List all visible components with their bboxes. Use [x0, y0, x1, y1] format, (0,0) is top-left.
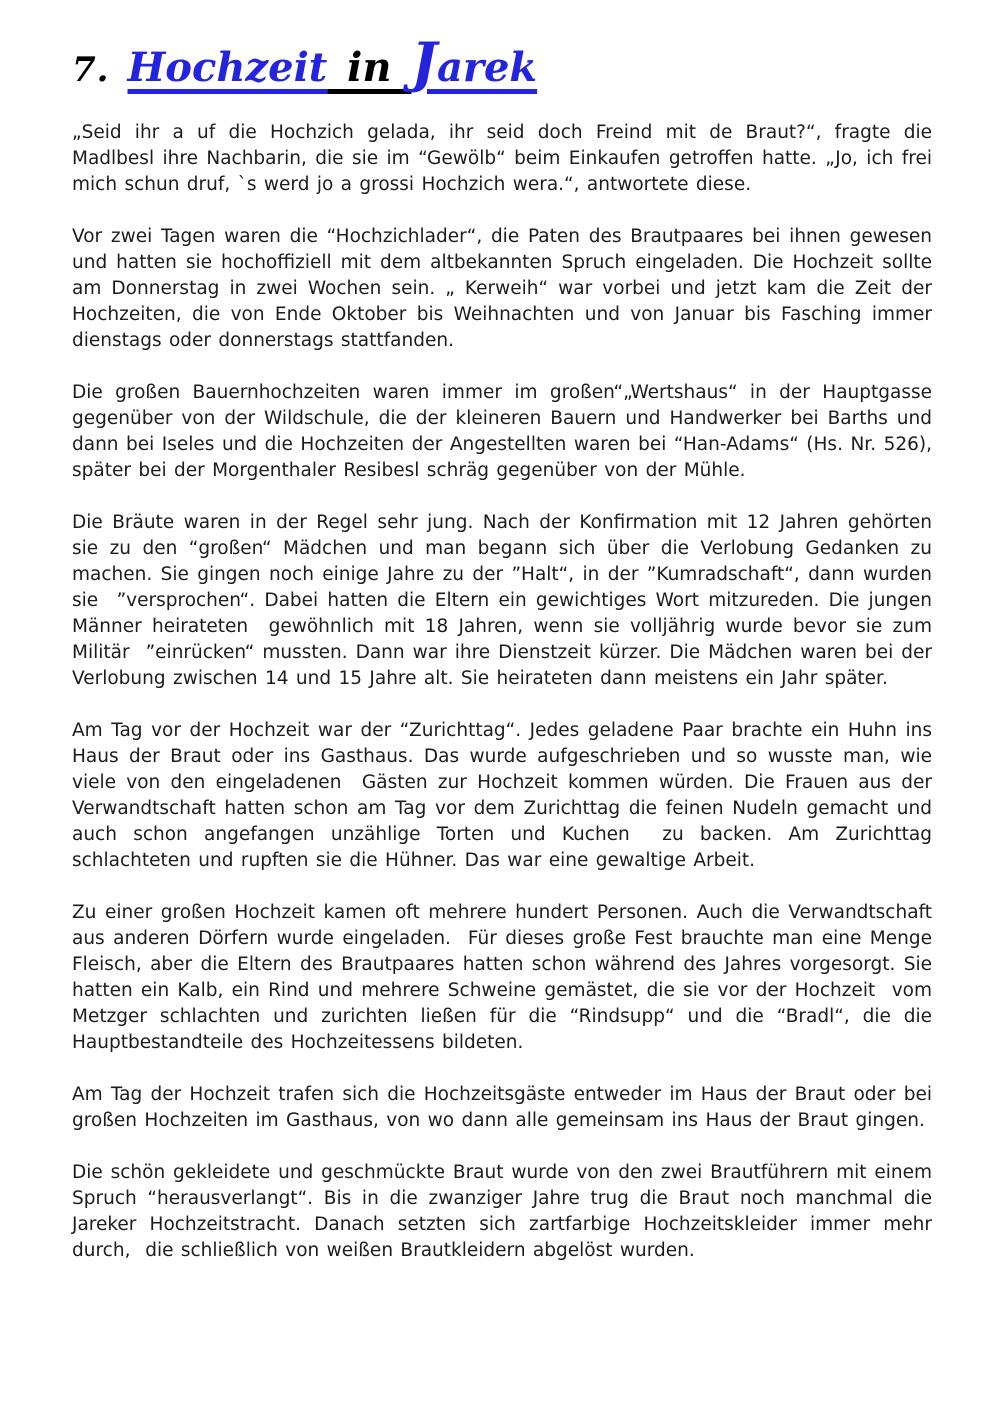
paragraph: Die schön gekleidete und geschmückte Braut wurde von den zwei Brautführern mit einem Spruch “herausverlangt“. Bis in die zwanziger Jahre trug die Braut noch manchmal die Jareker Hochzeitstracht. Danach setzten sich zartfarbige Hochzeitskleider immer mehr durch, die schließlich von weißen Brautkleidern abgelöst wurden.: [72, 1162, 940, 1261]
title-chapter-number: 7.: [72, 50, 110, 90]
page-title: [72, 30, 932, 94]
jarek-initial-letter: J: [411, 30, 437, 94]
paragraph: Am Tag der Hochzeit trafen sich die Hochzeitsgäste entweder im Haus der Braut oder bei großen Hochzeiten im Gasthaus, von wo dann alle gemeinsam ins Haus der Braut gingen.: [72, 1084, 940, 1131]
title-word-in: in: [327, 44, 412, 91]
paragraph: Die Bräute waren in der Regel sehr jung. Nach der Konfirmation mit 12 Jahren gehörten sie zu den “großen“ Mädchen und man begann sich über die Verlobung Gedanken zu machen. Sie gingen noch einige Jahre zu der ”Halt“, in der ”Kumradschaft“, dann wurden sie ”versprochen“. Dabei hatten die Eltern ein gewichtiges Wort mitzureden. Die jungen Männer heirateten gewöhnlich mit 18 Jahren, wenn sie volljährig wurde bevor sie zum Militär ”einrücken“ mussten. Dann war ihre Dienstzeit kürzer. Die Mädchen waren bei der Verlobung zwischen 14 und 15 Jahre alt. Sie heirateten dann meistens ein Jahr später.: [72, 512, 940, 689]
paragraph: Vor zwei Tagen waren die “Hochzichlader“, die Paten des Brautpaares bei ihnen gewesen und hatten sie hochoffiziell mit dem altbekannten Spruch eingeladen. Die Hochzeit sollte am Donnerstag in zwei Wochen sein. „ Kerweih“ war vorbei und jetzt kam die Zeit der Hochzeiten, die von Ende Oktober bis Weihnachten und von Januar bis Fasching immer dienstags oder donnerstags stattfanden.: [72, 226, 940, 351]
document-body: [72, 120, 940, 1264]
title-word-jarek: [411, 30, 538, 94]
paragraph: Die großen Bauernhochzeiten waren immer im großen“„Wertshaus“ in der Hauptgasse gegenüber von der Wildschule, die der kleineren Bauern und Handwerker bei Barths und dann bei Iseles und die Hochzeiten der Angestellten waren bei “Han-Adams“ (Hs. Nr. 526), später bei der Morgenthaler Resibesl schräg gegenüber von der Mühle.: [72, 382, 940, 481]
title-word-hochzeit: Hochzeit: [127, 44, 328, 91]
paragraph: „Seid ihr a uf die Hochzich gelada, ihr seid doch Freind mit de Braut?“, fragte die Madlbesl ihre Nachbarin, die sie im “Gewölb“ beim Einkaufen getroffen hatte. „Jo, ich frei mich schun druf, `s werd jo a grossi Hochzich wera.“, antwortete diese.: [72, 122, 940, 195]
paragraph: Am Tag vor der Hochzeit war der “Zurichttag“. Jedes geladene Paar brachte ein Huhn ins Haus der Braut oder ins Gasthaus. Das wurde aufgeschrieben und so wusste man, wie viele von den eingeladenen Gästen zur Hochzeit kommen würden. Die Frauen aus der Verwandtschaft hatten schon am Tag vor dem Zurichttag die feinen Nudeln gemacht und auch schon angefangen unzählige Torten und Kuchen zu backen. Am Zurichttag schlachteten und rupften sie die Hühner. Das war eine gewaltige Arbeit.: [72, 720, 940, 871]
paragraph: Zu einer großen Hochzeit kamen oft mehrere hundert Personen. Auch die Verwandtschaft aus anderen Dörfern wurde eingeladen. Für dieses große Fest brauchte man eine Menge Fleisch, aber die Eltern des Brautpaares hatten schon während des Jahres vorgesorgt. Sie hatten ein Kalb, ein Rind und mehrere Schweine gemästet, die sie vor der Hochzeit vom Metzger schlachten und zurichten ließen für die “Rindsupp“ und die “Bradl“, die die Hauptbestandteile des Hochzeitessens bildeten.: [72, 902, 940, 1053]
jarek-rest-letters: arek: [436, 44, 538, 91]
